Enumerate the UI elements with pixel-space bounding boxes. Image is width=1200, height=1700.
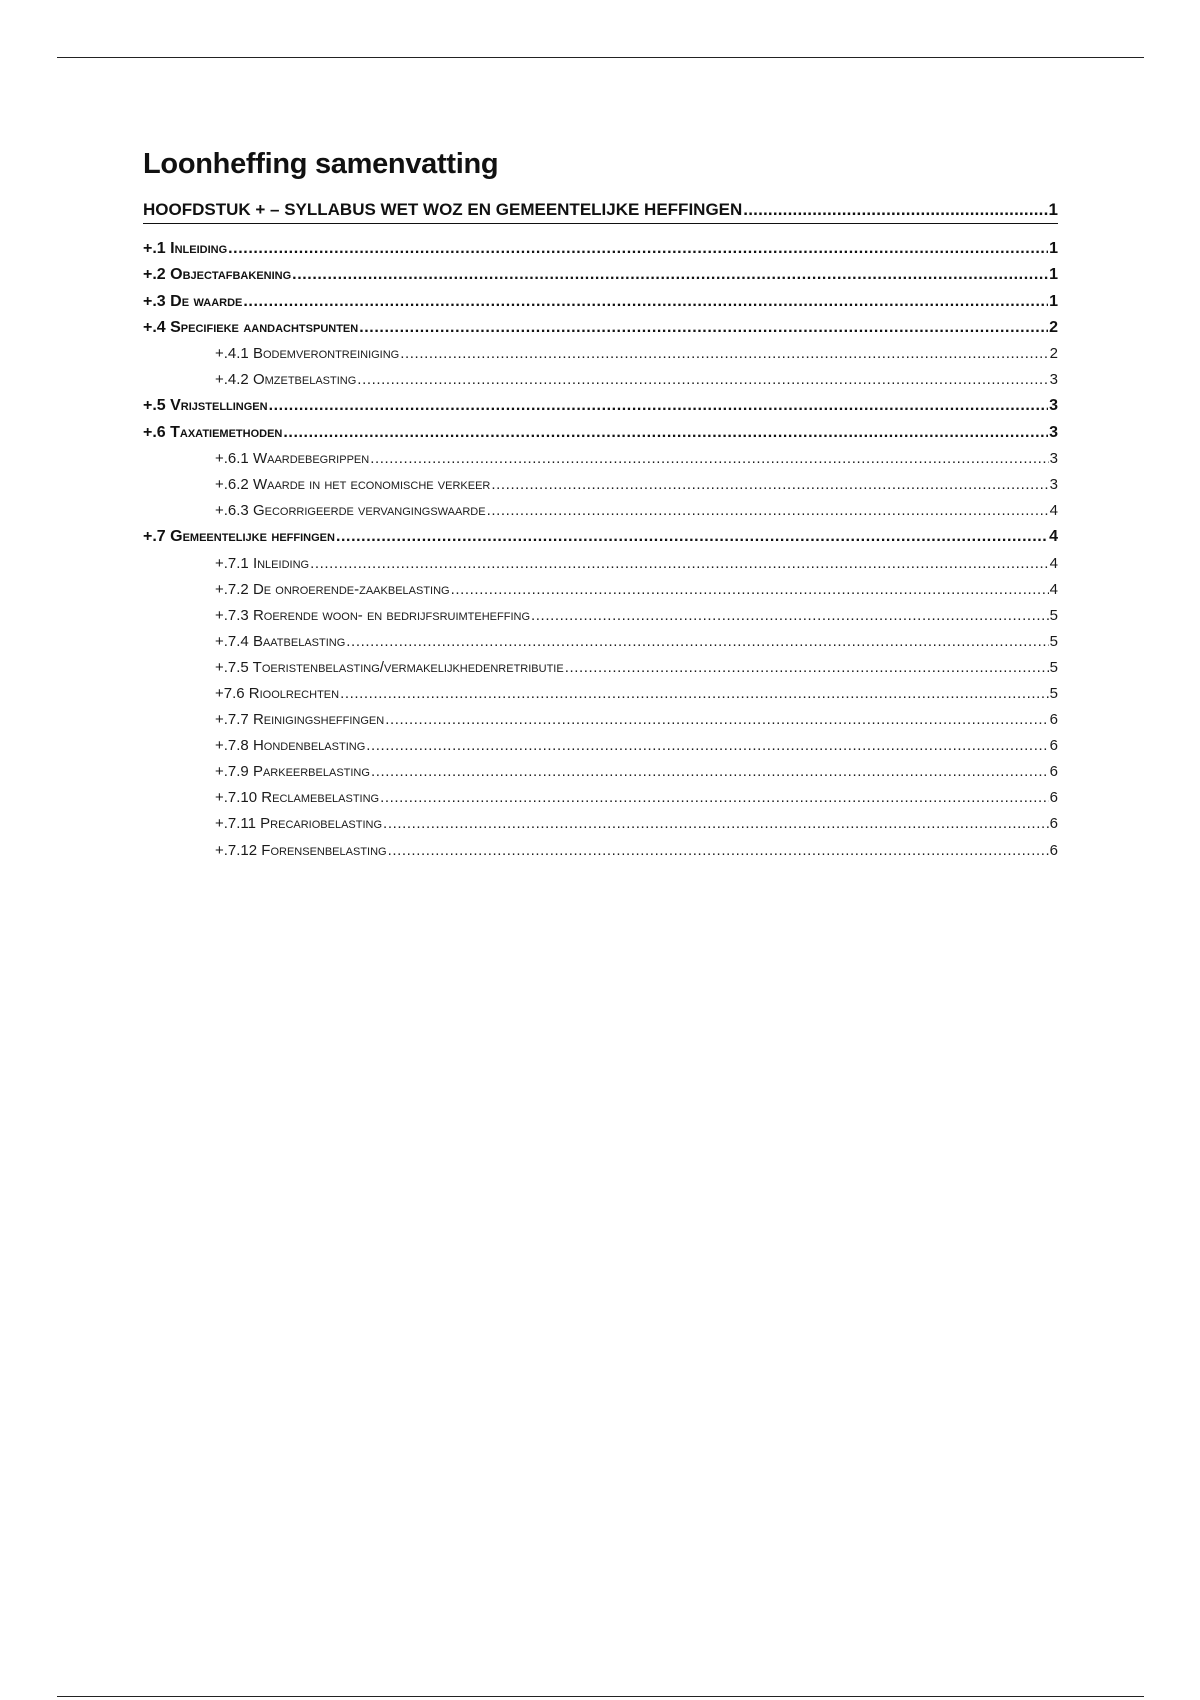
toc-subsection-entry[interactable] [143,733,1058,759]
toc-entry-label: +.4.1 Bodemverontreiniging [215,345,400,363]
toc-entry-label: +.4 Specifieke aandachtspunten [143,318,359,336]
toc-subsection-entry[interactable] [143,629,1058,655]
toc-section-entry[interactable] [143,262,1058,288]
toc-dot-leader [380,785,1049,811]
toc-dot-leader [228,236,1048,262]
toc-section-entry[interactable] [143,289,1058,315]
toc-entry-label: +.6.2 Waarde in het economische verkeer [215,476,491,494]
toc-dot-leader [359,315,1048,341]
toc-dot-leader [565,655,1049,681]
toc-entry-label: +.3 De waarde [143,292,243,310]
toc-subsection-entry[interactable] [143,367,1058,393]
toc-dot-leader [346,629,1048,655]
toc-page-number: 6 [1049,711,1058,729]
toc-dot-leader [383,811,1049,837]
toc-entry-label: +7.6 Rioolrechten [215,685,340,703]
toc-page-number: 1 [1049,266,1058,284]
toc-dot-leader [292,262,1048,288]
toc-section-entry[interactable] [143,393,1058,419]
toc-page-number: 3 [1049,476,1058,494]
toc-subsection-entry[interactable] [143,838,1058,864]
toc-dot-leader [388,838,1049,864]
toc-section-entry[interactable] [143,420,1058,446]
toc-entry-label: +.1 Inleiding [143,240,228,257]
toc-entry-label: +.7.2 De onroerende-zaakbelasting [215,580,450,598]
toc-page-number: 4 [1049,528,1058,546]
toc-dot-leader [243,289,1048,315]
toc-page-number: 1 [1049,292,1058,310]
toc-page-number: 3 [1049,371,1058,389]
toc-page-number: 3 [1049,449,1058,467]
toc-entry-label: +.7.10 Reclamebelasting [215,789,380,807]
toc-dot-leader [340,681,1049,707]
toc-entry-label: +.7.4 Baatbelasting [215,632,346,650]
toc-page-number: 5 [1049,632,1058,650]
toc-dot-leader [283,420,1048,446]
toc-entry-label: +.7.8 Hondenbelasting [215,737,366,755]
toc-entry-label: +.7.9 Parkeerbelasting [215,763,370,781]
toc-page-number: 4 [1049,502,1058,520]
toc-page-number: 6 [1049,815,1058,833]
toc-subsection-entry[interactable] [143,472,1058,498]
toc-page-number: 1 [1048,200,1058,219]
toc-dot-leader [491,472,1048,498]
toc-subsection-entry[interactable] [143,811,1058,837]
toc-page-number: 6 [1049,789,1058,807]
toc-entry-label: +.5 Vrijstellingen [143,397,268,415]
toc-dot-leader [451,577,1049,603]
toc-subsection-entry[interactable] [143,707,1058,733]
toc-dot-leader [743,196,1047,223]
document-title: Loonheffing samenvatting [143,148,499,180]
toc-subsection-entry[interactable] [143,498,1058,524]
toc-dot-leader [400,341,1048,367]
toc-page-number: 2 [1049,318,1058,336]
toc-dot-leader [385,707,1048,733]
toc-subsection-entry[interactable] [143,603,1058,629]
toc-entry-label: +.6 Taxatiemethoden [143,423,283,441]
toc-dot-leader [366,733,1048,759]
toc-dot-leader [487,498,1049,524]
toc-subsection-entry[interactable] [143,681,1058,707]
toc-page-number: 6 [1049,763,1058,781]
toc-page-number: 5 [1049,606,1058,624]
header-rule [57,57,1144,58]
toc-page-number: 3 [1049,397,1058,415]
toc-dot-leader [269,393,1049,419]
toc-entry-label: +.7.5 Toeristenbelasting/vermakelijkhedenretributie [215,658,564,676]
toc-page-number: 6 [1049,841,1058,859]
toc-subsection-entry[interactable] [143,577,1058,603]
toc-section-entry[interactable] [143,236,1058,262]
toc-entry-label: +.7 Gemeentelijke heffingen [143,528,335,546]
footer-rule [57,1696,1144,1697]
toc-section-entry[interactable] [143,315,1058,341]
toc-subsection-entry[interactable] [143,446,1058,472]
toc-entry-label: +.7.1 Inleiding [215,554,310,572]
toc-entry-label: +.7.7 Reinigingsheffingen [215,711,385,729]
toc-dot-leader [370,446,1048,472]
toc-page-number: 1 [1049,240,1058,257]
table-of-contents [143,196,1058,864]
toc-page-number: 4 [1049,554,1058,572]
toc-page-number: 3 [1049,423,1058,441]
toc-entry-label: +.7.3 Roerende woon- en bedrijfsruimteheffing [215,606,531,624]
toc-entry-label: HOOFDSTUK + – SYLLABUS WET WOZ EN GEMEENTELIJKE HEFFINGEN [143,200,743,219]
toc-subsection-entry[interactable] [143,551,1058,577]
toc-chapter-entry[interactable] [143,196,1058,224]
toc-dot-leader [531,603,1049,629]
toc-subsection-entry[interactable] [143,785,1058,811]
toc-dot-leader [371,759,1049,785]
toc-page-number: 6 [1049,737,1058,755]
toc-dot-leader [357,367,1048,393]
toc-page-number: 2 [1049,345,1058,363]
toc-entry-label: +.7.11 Precariobelasting [215,815,383,833]
document-body [143,144,1058,864]
toc-page-number: 5 [1049,685,1058,703]
toc-dot-leader [310,551,1049,577]
toc-entry-label: +.7.12 Forensenbelasting [215,841,387,859]
toc-entry-label: +.2 Objectafbakening [143,266,292,284]
toc-section-entry[interactable] [143,524,1058,550]
toc-entry-label: +.6.3 Gecorrigeerde vervangingswaarde [215,502,486,520]
toc-subsection-entry[interactable] [143,341,1058,367]
toc-subsection-entry[interactable] [143,655,1058,681]
toc-dot-leader [336,524,1048,550]
toc-entry-label: +.4.2 Omzetbelasting [215,371,357,389]
toc-page-number: 4 [1049,580,1058,598]
toc-subsection-entry[interactable] [143,759,1058,785]
toc-page-number: 5 [1049,658,1058,676]
toc-entry-label: +.6.1 Waardebegrippen [215,449,370,467]
